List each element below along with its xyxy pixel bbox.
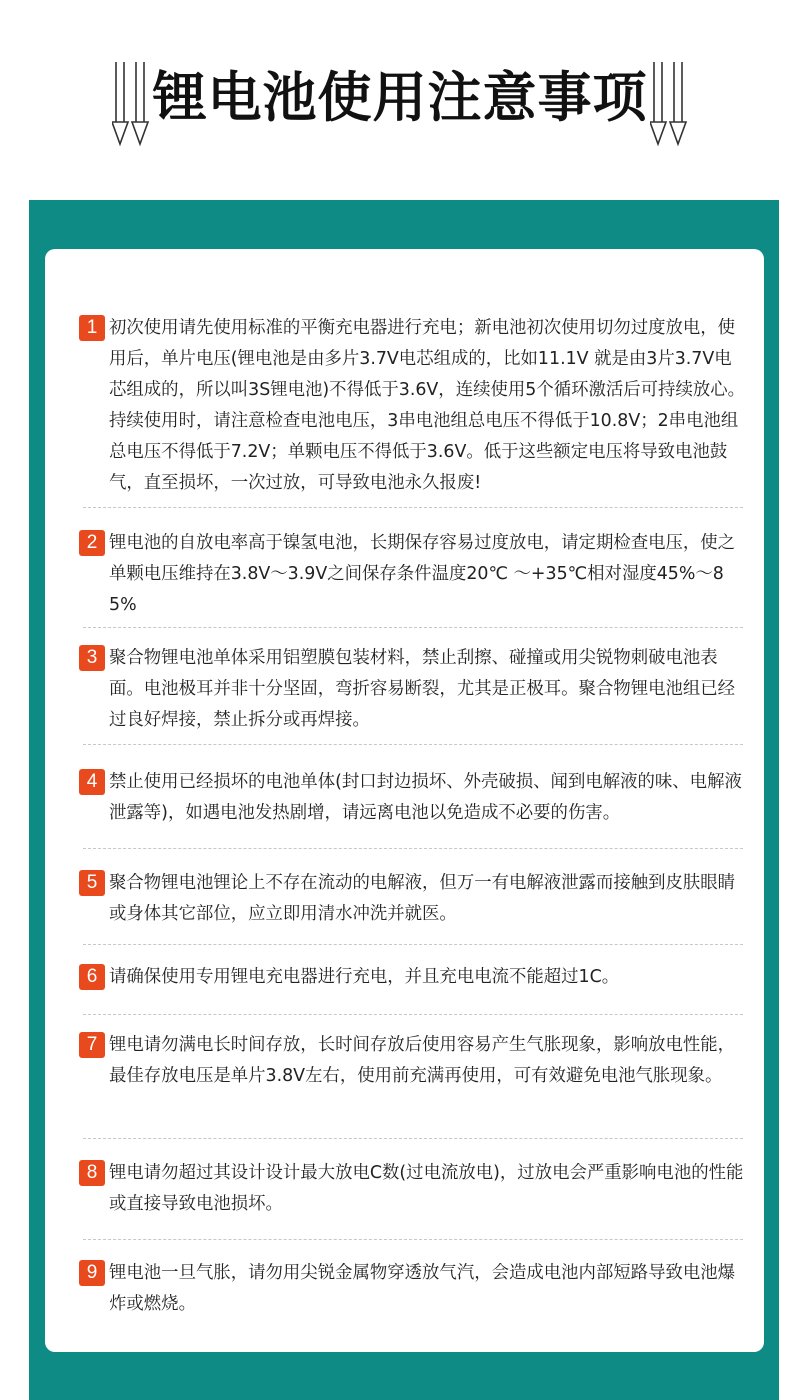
item-number-badge: 9 xyxy=(79,1260,105,1286)
item-number-badge: 1 xyxy=(79,315,105,341)
divider xyxy=(83,944,743,945)
item-text: 锂电请勿超过其设计设计最大放电C数(过电流放电)，过放电会严重影响电池的性能或直接导致电池损坏。 xyxy=(109,1163,744,1214)
divider xyxy=(83,507,743,508)
item-number-badge: 3 xyxy=(79,645,105,671)
page-title: 锂电池使用注意事项 xyxy=(152,66,648,129)
item-text: 锂电请勿满电长时间存放，长时间存放后使用容易产生气胀现象，影响放电性能，最佳存放电压是单片3.8V左右，使用前充满再使用，可有效避免电池气胀现象。 xyxy=(109,1035,736,1086)
item-text: 聚合物锂电池单体采用铝塑膜包装材料，禁止刮擦、碰撞或用尖锐物刺破电池表面。电池极耳并非十分坚固，弯折容易断裂，尤其是正极耳。聚合物锂电池组已经过良好焊接，禁止拆分或再焊接。 xyxy=(109,648,736,730)
item-number-badge: 5 xyxy=(79,870,105,896)
divider xyxy=(83,1138,743,1139)
item-number-badge: 4 xyxy=(79,769,105,795)
header xyxy=(0,0,800,200)
divider xyxy=(83,1239,743,1240)
divider xyxy=(83,744,743,745)
down-arrows-right-icon xyxy=(650,62,690,148)
item-text: 锂电池一旦气胀，请勿用尖锐金属物穿透放气汽，会造成电池内部短路导致电池爆炸或燃烧。 xyxy=(109,1263,736,1314)
item-number-badge: 8 xyxy=(79,1160,105,1186)
item-number-badge: 2 xyxy=(79,530,105,556)
item-number-badge: 6 xyxy=(79,964,105,990)
item-text: 聚合物锂电池锂论上不存在流动的电解液，但万一有电解液泄露而接触到皮肤眼睛或身体其它部位，应立即用清水冲洗并就医。 xyxy=(109,873,736,924)
divider xyxy=(83,1014,743,1015)
item-text: 禁止使用已经损坏的电池单体(封口封边损坏、外壳破损、闻到电解液的味、电解液泄露等)，如遇电池发热剧增，请远离电池以免造成不必要的伤害。 xyxy=(109,772,742,823)
item-text: 锂电池的自放电率高于镍氢电池，长期保存容易过度放电，请定期检查电压，使之单颗电压维持在3.8V～3.9V之间保存条件温度20℃ ～+35℃相对湿度45%～85% xyxy=(109,533,736,615)
notice-card xyxy=(45,249,764,1352)
divider xyxy=(83,627,743,628)
item-text: 请确保使用专用锂电充电器进行充电，并且充电电流不能超过1C。 xyxy=(109,967,620,987)
item-text: 初次使用请先使用标准的平衡充电器进行充电；新电池初次使用切勿过度放电，使用后，单片电压(锂电池是由多片3.7V电芯组成的，比如11.1V 就是由3片3.7V电芯组成的，所以叫3S锂电池)不得低于3.6V，连续使用5个循环激活后可持续放心。持续使用时，请注意检查电池电压，3串电池组总电压不得低于10.8V；2串电池组总电压不得低于7.2V；单颗电压不得低于3.6V。低于这些额定电压将导致电池鼓气，直至损坏，一次过放，可导致电池永久报废! xyxy=(109,318,746,493)
item-number-badge: 7 xyxy=(79,1032,105,1058)
divider xyxy=(83,848,743,849)
